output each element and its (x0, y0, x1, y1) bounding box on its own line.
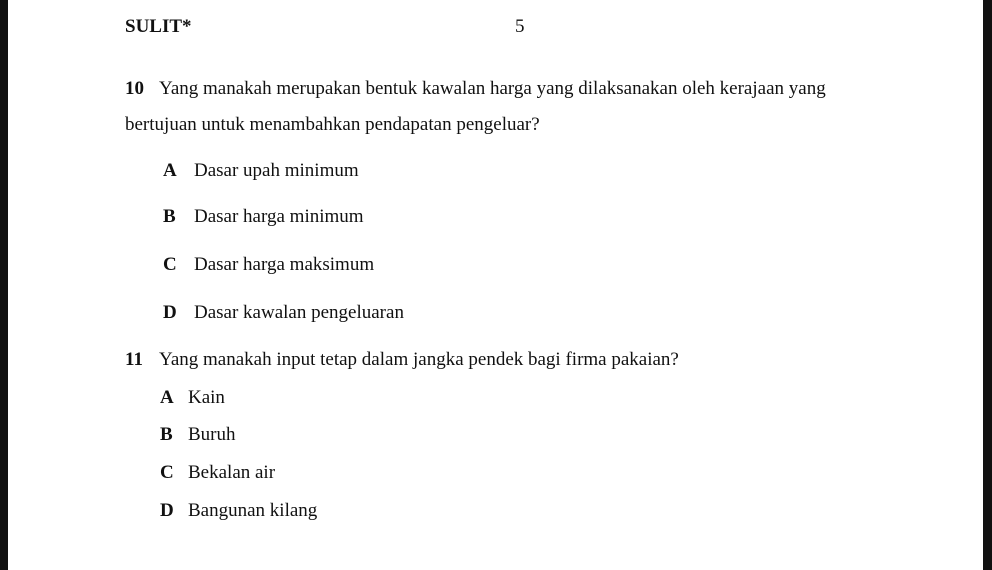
option-text: Dasar harga minimum (194, 206, 364, 227)
question-10-line1 (125, 78, 826, 100)
option-10-c[interactable] (163, 254, 374, 276)
option-letter: C (160, 462, 174, 483)
option-letter: A (163, 160, 177, 181)
option-letter: A (160, 387, 174, 408)
option-text: Dasar harga maksimum (194, 254, 375, 275)
question-10-line2: bertujuan untuk menambahkan pendapatan pengeluar? (125, 114, 540, 135)
option-letter: B (160, 424, 173, 445)
option-11-b[interactable] (160, 424, 236, 446)
option-letter: D (160, 500, 174, 521)
option-letter: B (163, 206, 176, 227)
question-text: Yang manakah input tetap dalam jangka pendek bagi firma pakaian? (159, 349, 679, 370)
question-number: 10 (125, 78, 144, 99)
page-number: 5 (515, 16, 525, 37)
option-11-a[interactable] (160, 387, 225, 409)
option-10-a[interactable] (163, 160, 359, 182)
option-text: Bangunan kilang (188, 500, 318, 521)
option-letter: D (163, 302, 177, 323)
option-text: Bekalan air (188, 462, 276, 483)
option-10-d[interactable] (163, 302, 404, 324)
exam-page (8, 0, 983, 570)
option-letter: C (163, 254, 177, 275)
option-10-b[interactable] (163, 206, 364, 228)
header-label: SULIT* (125, 16, 192, 37)
option-text: Buruh (188, 424, 236, 445)
option-11-d[interactable] (160, 500, 317, 522)
option-text: Dasar upah minimum (194, 160, 359, 181)
option-text: Dasar kawalan pengeluaran (194, 302, 404, 323)
option-text: Kain (188, 387, 225, 408)
option-11-c[interactable] (160, 462, 275, 484)
question-11-line1 (125, 349, 679, 371)
question-number: 11 (125, 349, 143, 370)
question-text: Yang manakah merupakan bentuk kawalan harga yang dilaksanakan oleh kerajaan yang (159, 78, 826, 99)
